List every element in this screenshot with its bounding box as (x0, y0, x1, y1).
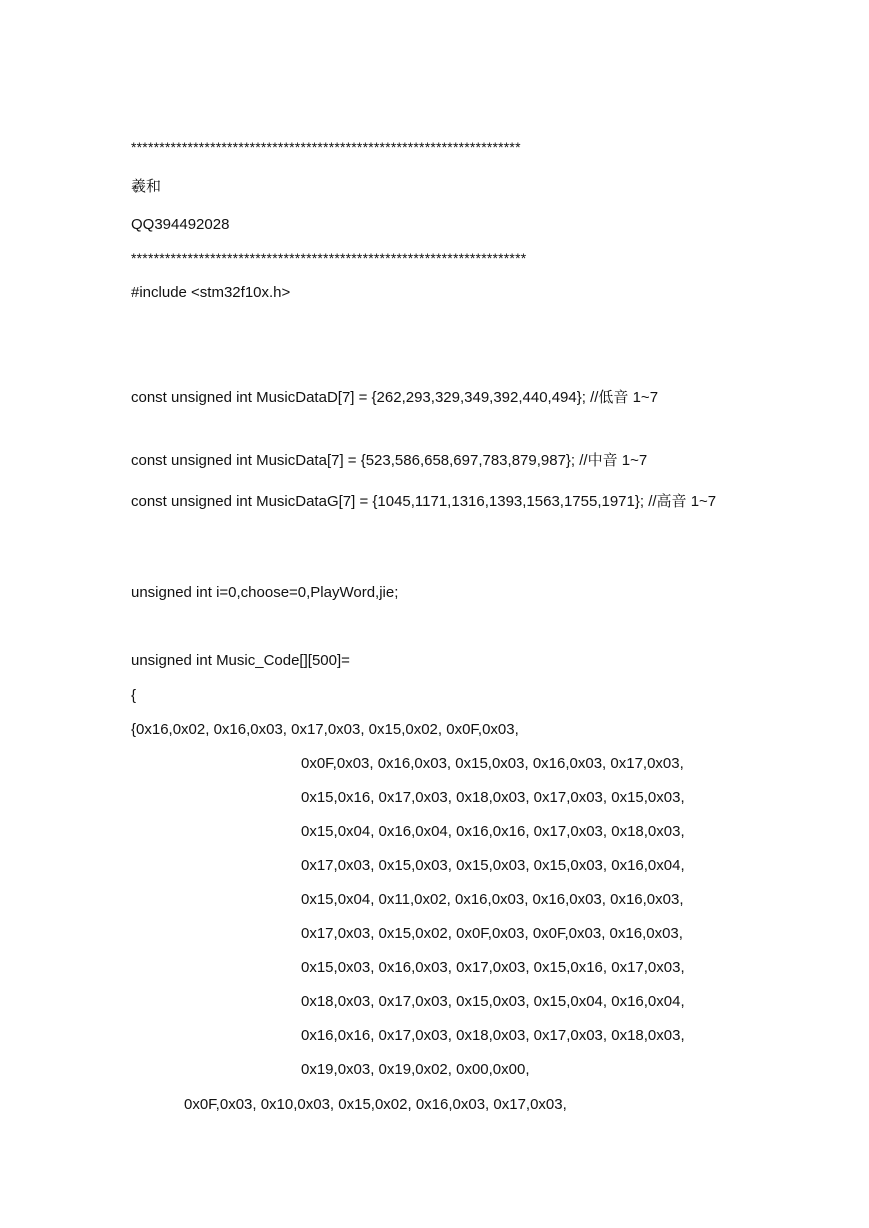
code-row: 0x17,0x03, 0x15,0x03, 0x15,0x03, 0x15,0x03, 0x16,0x04, (301, 857, 685, 874)
variables-declaration: unsigned int i=0,choose=0,PlayWord,jie; (131, 584, 399, 601)
include-directive: #include <stm32f10x.h> (131, 284, 291, 301)
music-data-declaration: const unsigned int MusicData[7] = {523,586,658,697,783,879,987}; //中音 1~7 (131, 452, 648, 469)
stars-separator-top: ********************************************************************* (131, 139, 521, 155)
music-data-g-declaration: const unsigned int MusicDataG[7] = {1045,1171,1316,1393,1563,1755,1971}; //高音 1~7 (131, 493, 717, 510)
open-brace: { (131, 687, 137, 704)
code-row: 0x17,0x03, 0x15,0x02, 0x0F,0x03, 0x0F,0x03, 0x16,0x03, (301, 925, 683, 942)
stars-separator-bottom: ********************************************************************** (131, 250, 527, 266)
code-row: 0x15,0x04, 0x11,0x02, 0x16,0x03, 0x16,0x03, 0x16,0x03, (301, 891, 684, 908)
code-row: 0x15,0x16, 0x17,0x03, 0x18,0x03, 0x17,0x03, 0x15,0x03, (301, 789, 685, 806)
code-row: 0x18,0x03, 0x17,0x03, 0x15,0x03, 0x15,0x04, 0x16,0x04, (301, 993, 685, 1010)
author-name: 羲和 (131, 178, 162, 195)
music-code-declaration: unsigned int Music_Code[][500]= (131, 652, 350, 669)
code-last-row: 0x0F,0x03, 0x10,0x03, 0x15,0x02, 0x16,0x03, 0x17,0x03, (184, 1096, 567, 1113)
code-row: 0x0F,0x03, 0x16,0x03, 0x15,0x03, 0x16,0x03, 0x17,0x03, (301, 755, 684, 772)
music-data-d-declaration: const unsigned int MusicDataD[7] = {262,293,329,349,392,440,494}; //低音 1~7 (131, 389, 659, 406)
code-row: 0x19,0x03, 0x19,0x02, 0x00,0x00, (301, 1061, 530, 1078)
code-row: 0x15,0x04, 0x16,0x04, 0x16,0x16, 0x17,0x03, 0x18,0x03, (301, 823, 685, 840)
code-first-row: {0x16,0x02, 0x16,0x03, 0x17,0x03, 0x15,0x02, 0x0F,0x03, (131, 721, 519, 738)
code-row: 0x15,0x03, 0x16,0x03, 0x17,0x03, 0x15,0x16, 0x17,0x03, (301, 959, 685, 976)
code-row: 0x16,0x16, 0x17,0x03, 0x18,0x03, 0x17,0x03, 0x18,0x03, (301, 1027, 685, 1044)
author-qq: QQ394492028 (131, 216, 230, 233)
